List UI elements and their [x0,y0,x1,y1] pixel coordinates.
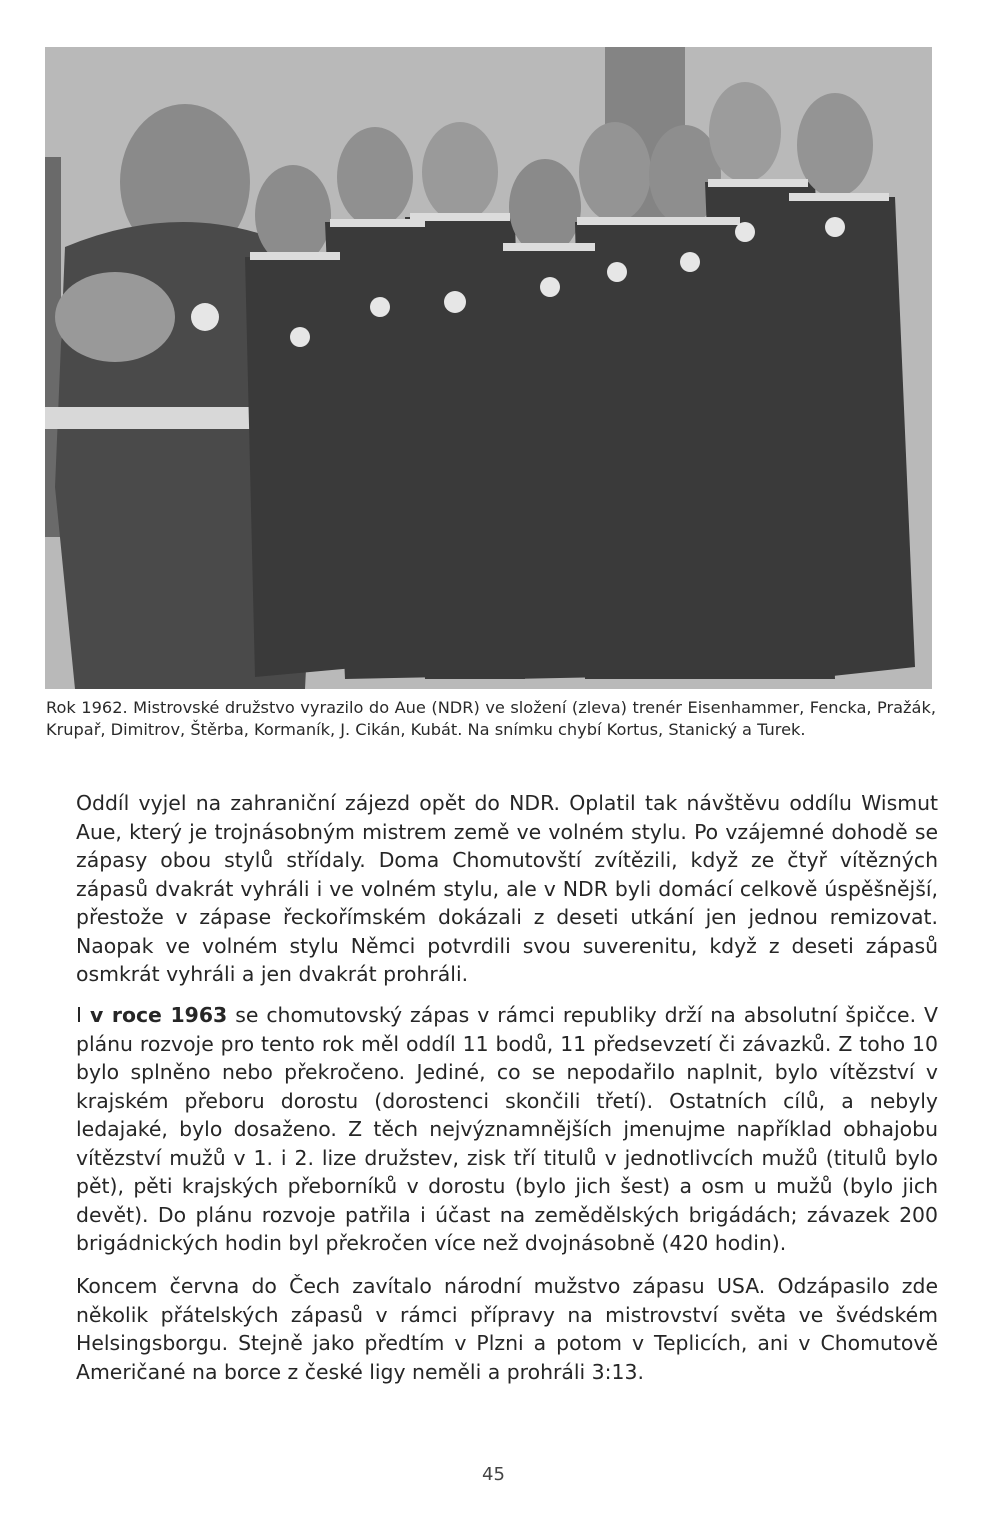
team-photo-illustration [45,47,932,689]
paragraph-3: Koncem června do Čech zavítalo národní mužstvo zápasu USA. Odzápasilo zde několik přátelských zápasů v rámci přípravy na mistrovství světa ve švédském Helsingsborgu. Stejně jako předtím v Plzni a potom v Teplicích, ani v Chomutově Američané na borce z české ligy neměli a prohráli 3:13. [76,1274,938,1384]
paragraph-2 [76,1001,938,1258]
paragraph-2-year: v roce 1963 [90,1003,228,1027]
paragraph-2-body: se chomutovský zápas v rámci republiky drží na absolutní špičce. V plánu rozvoje pro tento rok měl oddíl 11 bodů, 11 předsevzetí či závazků. Z toho 10 bylo splněno nebo překročeno. Jediné, co se nepodařilo naplnit, bylo vítězství v krajském přeboru dorostu (dorostenci skončili třetí). Ostatních cílů, a nebyly ledajaké, bylo dosaženo. Z těch nejvýznamnějších jmenujme například obhajobu vítězství mužů v 1. i 2. lize družstev, zisk tří titulů v jednotlivcích mužů (titulů bylo pět), pěti krajských přeborníků v dorostu (bylo jich šest) a osm u mužů (bylo jich devět). Do plánu rozvoje patřila i účast na zemědělských brigádách; závazek 200 brigádnických hodin byl překročen více než dvojnásobně (420 hodin). [76,1003,938,1255]
paragraph-2-lead: I [76,1003,90,1027]
paragraph-1: Oddíl vyjel na zahraniční zájezd opět do NDR. Oplatil tak návštěvu oddílu Wismut Aue, který je trojnásobným mistrem země ve volném stylu. Po vzájemné dohodě se zápasy obou stylů střídaly. Doma Chomutovští zvítězili, když ze čtyř vítězných zápasů dvakrát vyhráli i ve volném stylu, ale v NDR byli domácí celkově úspěšnější, přestože v zápase řeckořímském dokázali z deseti utkání jen jednou remizovat. Naopak ve volném stylu Němci potvrdili svou suverenitu, když z deseti zápasů osmkrát vyhráli a jen dvakrát prohráli. [76,791,938,986]
team-photo [45,47,932,689]
page-number: 45 [482,1464,505,1485]
photo-caption: Rok 1962. Mistrovské družstvo vyrazilo do Aue (NDR) ve složení (zleva) trenér Eisenhammer, Fencka, Pražák, Krupař, Dimitrov, Štěrba, Kormaník, J. Cikán, Kubát. Na snímku chybí Kortus, Stanický a Turek. [46,698,936,739]
